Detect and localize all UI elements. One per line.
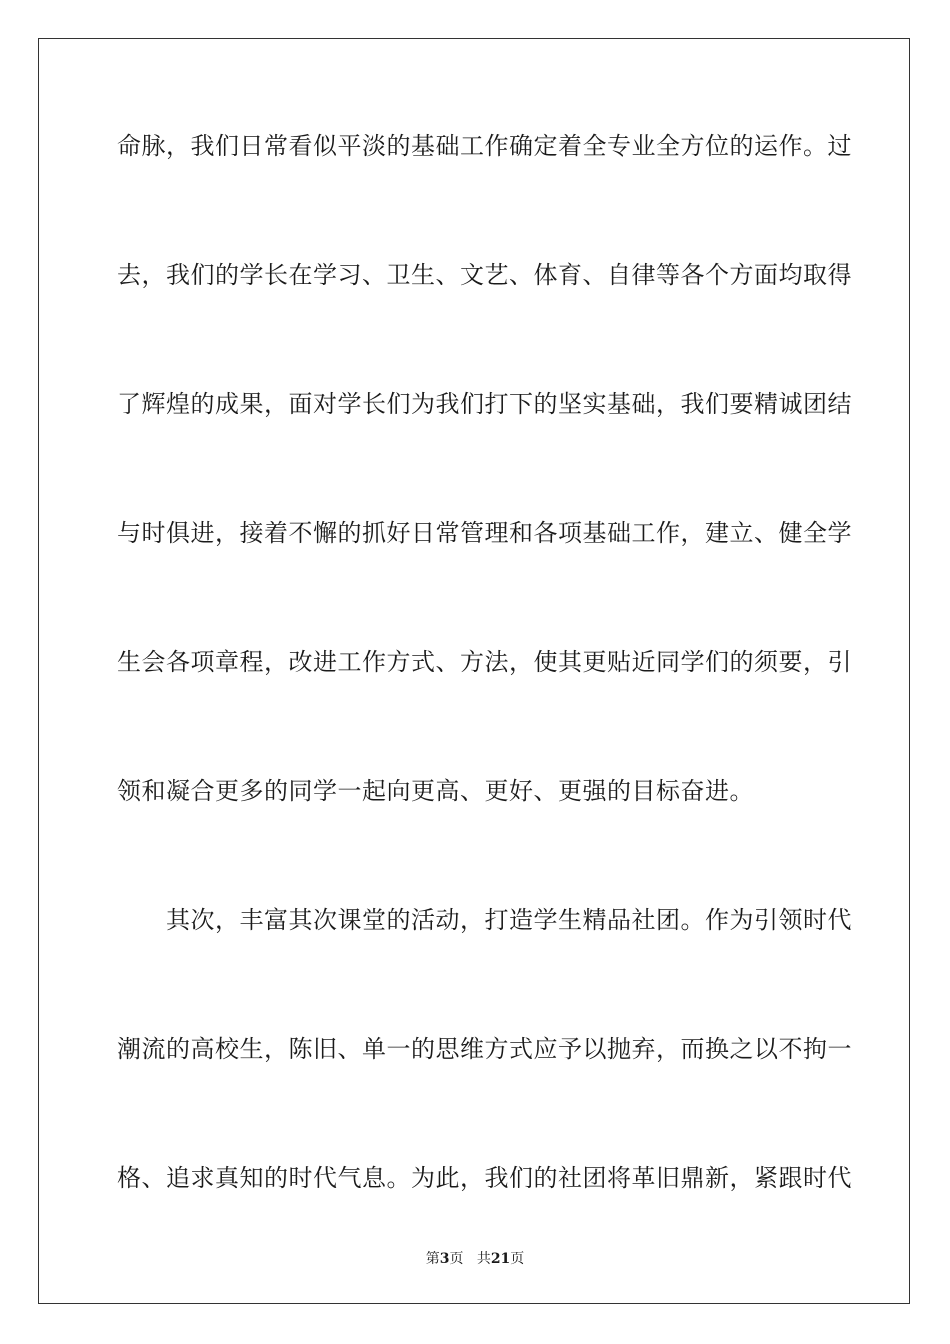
text-line: 其次，丰富其次课堂的活动，打造学生精品社团。作为引领时代 [117, 906, 852, 934]
page-prefix: 第 [425, 1251, 440, 1267]
text-line: 去，我们的学长在学习、卫生、文艺、体育、自律等各个方面均取得 [117, 261, 852, 289]
page-number: 3 [439, 1251, 450, 1267]
text-line: 与时俱进，接着不懈的抓好日常管理和各项基础工作，建立、健全学 [117, 519, 852, 547]
total-prefix: 共 [476, 1251, 491, 1267]
text-line: 潮流的高校生，陈旧、单一的思维方式应予以抛弃，而换之以不拘一 [117, 1035, 852, 1063]
page-suffix: 页 [449, 1251, 464, 1267]
page-footer [0, 1248, 950, 1268]
text-line: 了辉煌的成果，面对学长们为我们打下的坚实基础，我们要精诚团结 [117, 390, 852, 418]
text-line: 命脉，我们日常看似平淡的基础工作确定着全专业全方位的运作。过 [117, 132, 852, 160]
total-pages: 21 [490, 1251, 511, 1267]
text-line: 领和凝合更多的同学一起向更高、更好、更强的目标奋进。 [117, 777, 754, 805]
text-line: 格、追求真知的时代气息。为此，我们的社团将革旧鼎新，紧跟时代 [117, 1164, 852, 1192]
total-suffix: 页 [510, 1251, 525, 1267]
text-line: 生会各项章程，改进工作方式、方法，使其更贴近同学们的须要，引 [117, 648, 852, 676]
